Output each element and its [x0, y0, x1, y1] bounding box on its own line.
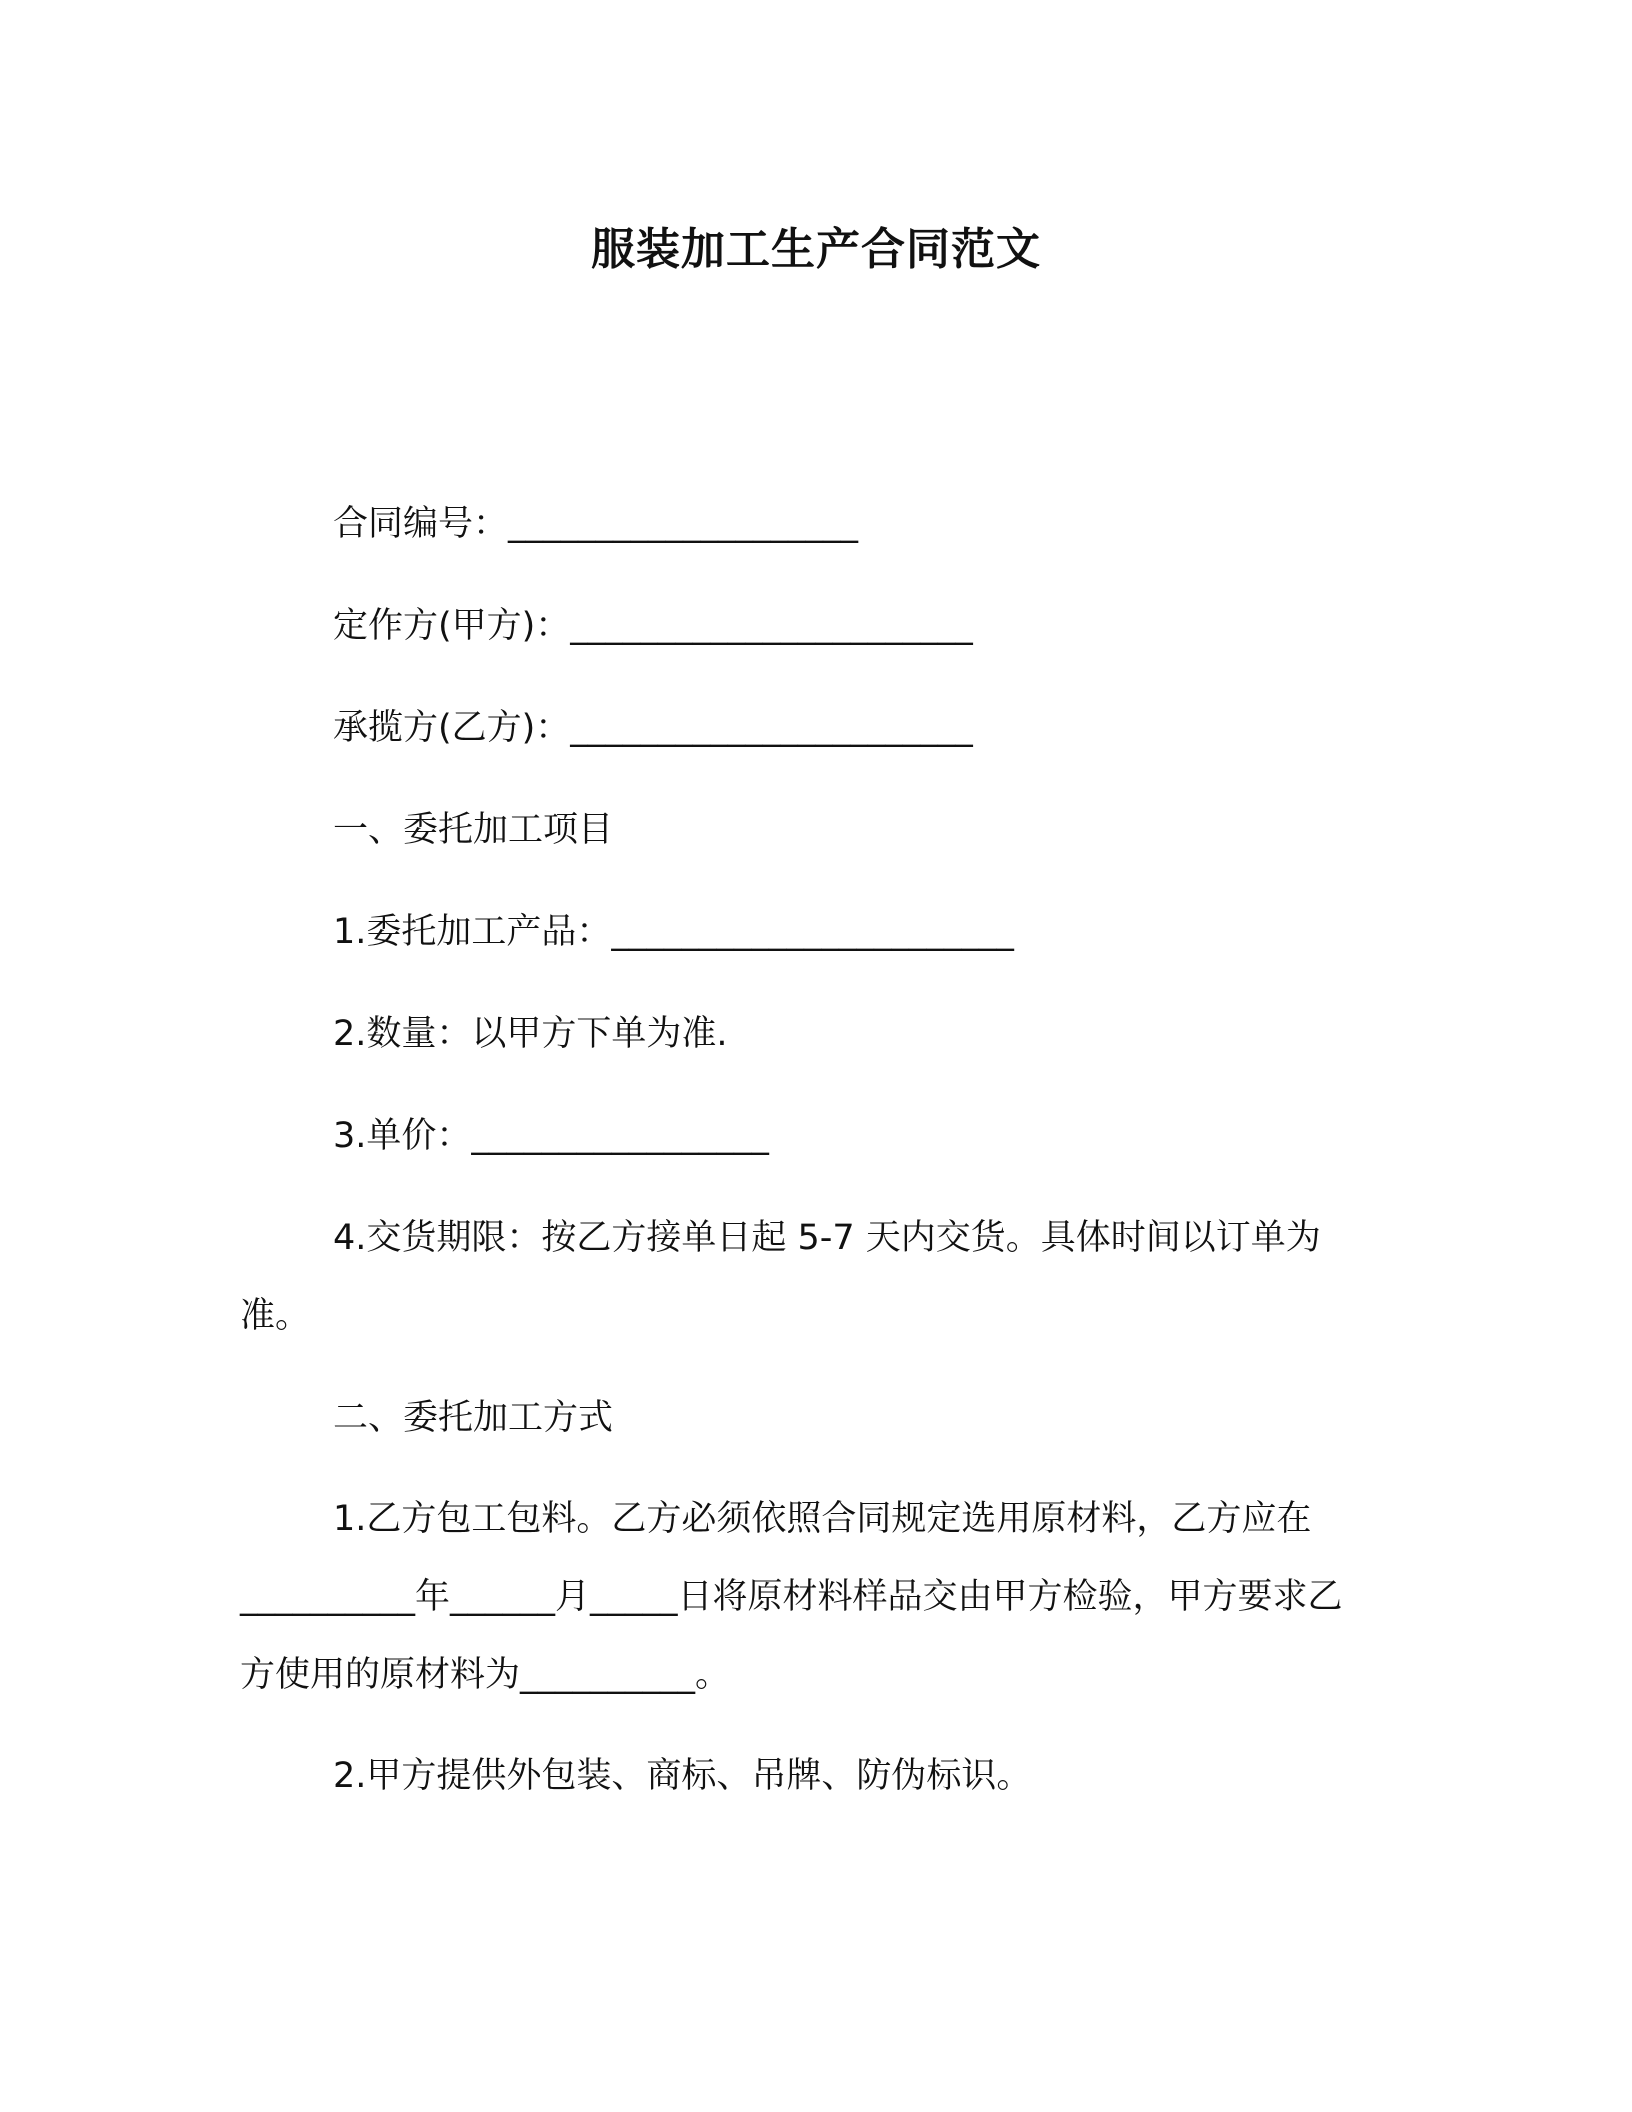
- item-price-line: 3.单价：_________________: [333, 1116, 769, 1156]
- item-quantity-line: 2.数量：以甲方下单为准.: [333, 1014, 728, 1054]
- item-product-line: 1.委托加工产品：_______________________: [333, 912, 1014, 952]
- party-b-line: 承揽方(乙方)：_______________________: [333, 708, 973, 748]
- contract-number-line: 合同编号：____________________: [333, 504, 859, 544]
- party-a-line: 定作方(甲方)：_______________________: [333, 606, 973, 646]
- method-paragraph-2: 2.甲方提供外包装、商标、吊牌、防伪标识。: [333, 1756, 1032, 1796]
- item-delivery-paragraph: 4.交货期限：按乙方接单日起 5-7 天内交货。具体时间以订单为准。: [240, 1218, 1321, 1336]
- section-heading-2: 二、委托加工方式: [333, 1398, 614, 1438]
- method-paragraph-1: 1.乙方包工包料。乙方必须依照合同规定选用原材料，乙方应在__________年______月_____日将原材料样品交由甲方检验，甲方要求乙方使用的原材料为__________。: [240, 1499, 1343, 1695]
- section-heading-1: 一、委托加工项目: [333, 810, 614, 850]
- document-title: 服装加工生产合同范文: [591, 224, 1041, 275]
